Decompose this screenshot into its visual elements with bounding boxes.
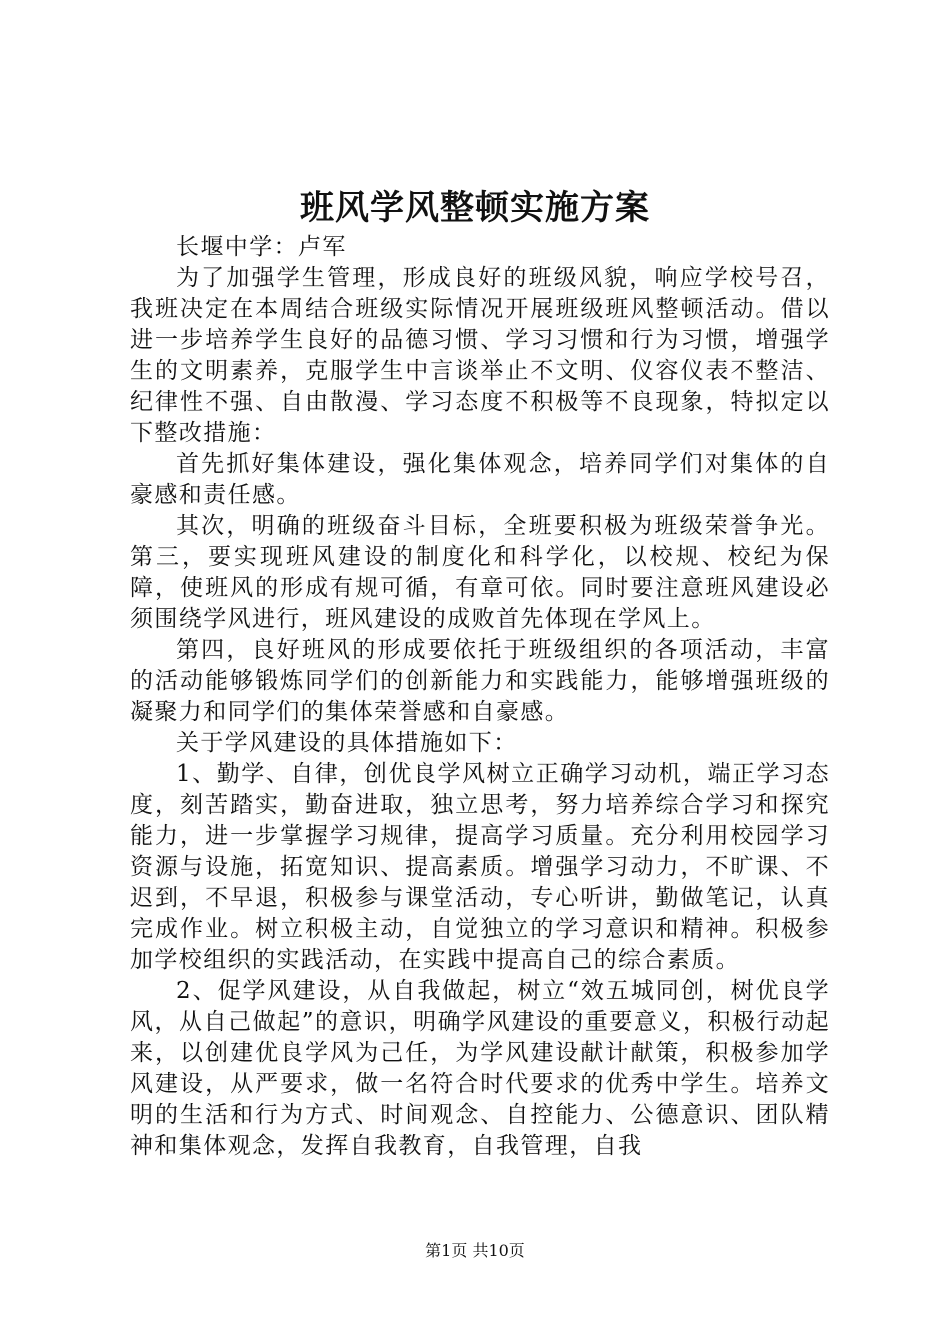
document-body (130, 232, 830, 1162)
page-footer: 第1页 共10页 (425, 1241, 525, 1260)
paragraph-measure-1: 1、勤学、自律，创优良学风树立正确学习动机，端正学习态度，刻苦踏实，勤奋进取，独立思考，努力培养综合学习和探究能力，进一步掌握学习规律，提高学习质量。充分利用校园学习资源与设施，拓宽知识、提高素质。增强学习动力，不旷课、不迟到，不早退，积极参与课堂活动，专心听讲，勤做笔记，认真完成作业。树立积极主动，自觉独立的学习意识和精神。积极参加学校组织的实践活动，在实践中提高自己的综合素质。 (130, 761, 830, 973)
paragraph-fourth: 第四，良好班风的形成要依托于班级组织的各项活动，丰富的活动能够锻炼同学们的创新能力和实践能力，能够增强班级的凝聚力和同学们的集体荣誉感和自豪感。 (130, 637, 830, 725)
paragraph-measures-heading: 关于学风建设的具体措施如下： (176, 730, 518, 756)
paragraph-first: 首先抓好集体建设，强化集体观念，培养同学们对集体的自豪感和责任感。 (130, 451, 830, 508)
paragraph-second-third: 其次，明确的班级奋斗目标，全班要积极为班级荣誉争光。第三，要实现班风建设的制度化和科学化，以校规、校纪为保障，使班风的形成有规可循，有章可依。同时要注意班风建设必须围绕学风进行，班风建设的成败首先体现在学风上。 (130, 513, 830, 632)
author-line: 长堰中学：卢军 (176, 234, 347, 260)
document-title: 班风学风整顿实施方案 (300, 188, 650, 228)
paragraph-measure-2: 2、促学风建设，从自我做起，树立“效五城同创，树优良学风，从自己做起”的意识，明确学风建设的重要意义，积极行动起来，以创建优良学风为己任，为学风建设献计献策，积极参加学风建设，从严要求，做一名符合时代要求的优秀中学生。培养文明的生活和行为方式、时间观念、自控能力、公德意识、团队精神和集体观念，发挥自我教育，自我管理，自我 (130, 978, 830, 1159)
paragraph-intro: 为了加强学生管理，形成良好的班级风貌，响应学校号召，我班决定在本周结合班级实际情况开展班级班风整顿活动。借以进一步培养学生良好的品德习惯、学习习惯和行为习惯，增强学生的文明素养，克服学生中言谈举止不文明、仪容仪表不整洁、纪律性不强、自由散漫、学习态度不积极等不良现象，特拟定以下整改措施： (130, 265, 830, 446)
